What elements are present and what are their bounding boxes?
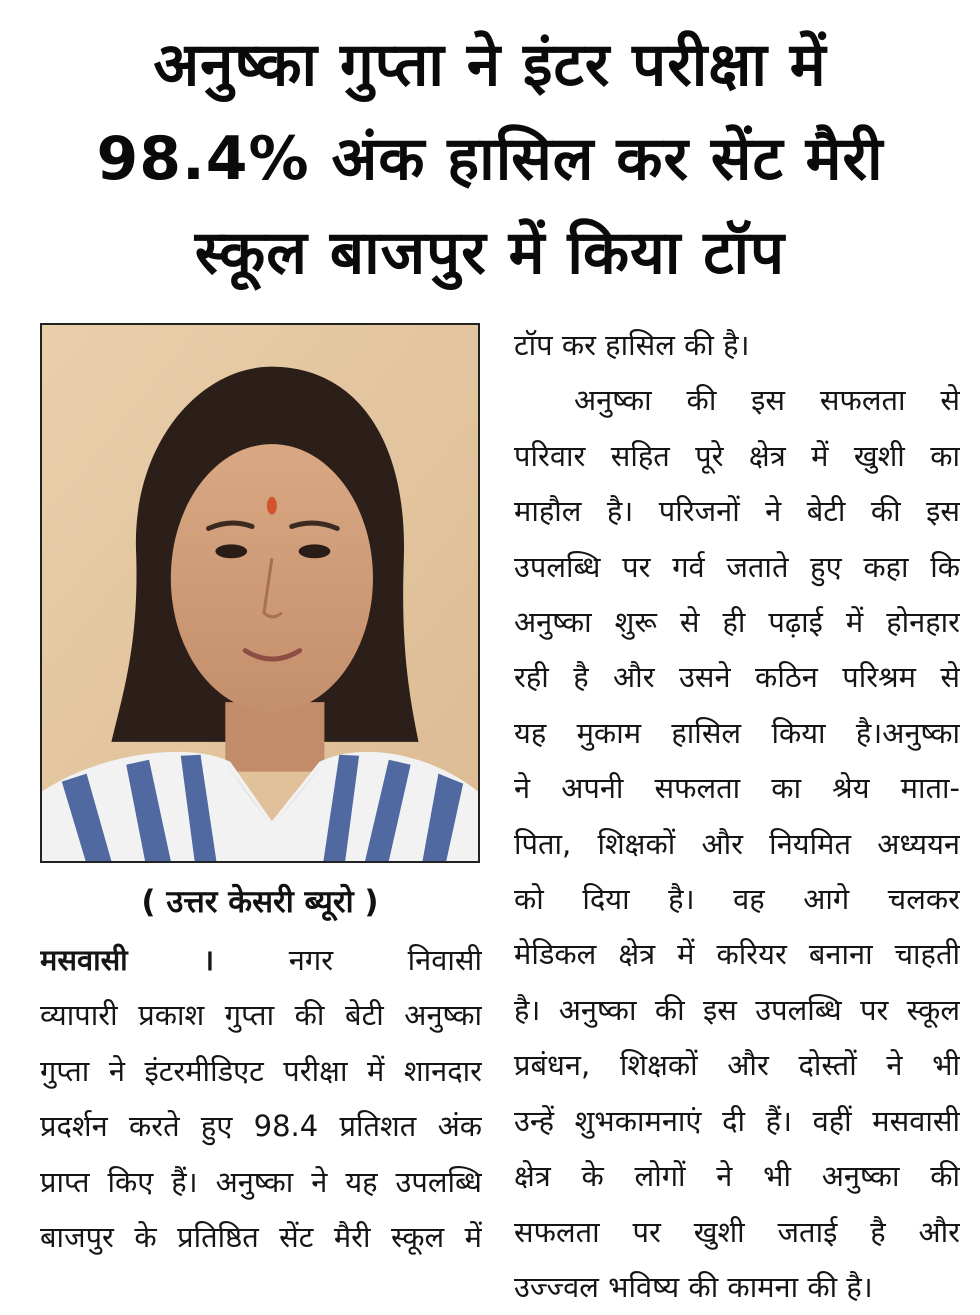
right-line-3: परिवार सहित पूरे क्षेत्र में खुशी का	[514, 438, 960, 473]
dateline: मसवासी ।	[40, 943, 215, 977]
right-line-12: मेडिकल क्षेत्र में करियर बनाना चाहती	[514, 937, 960, 972]
right-line-8: यह मुकाम हासिल किया है।अनुष्का	[514, 715, 960, 750]
headline-line-2: 98.4% अंक हासिल कर सेंट मैरी	[96, 124, 884, 194]
right-line-7: रही है और उसने कठिन परिश्रम से	[514, 660, 960, 695]
right-eye	[299, 544, 331, 558]
left-line-6: बाजपुर के प्रतिष्ठित सेंट मैरी स्कूल में	[40, 1220, 482, 1255]
headline-line-1: अनुष्का गुप्ता ने इंटर परीक्षा में	[153, 30, 827, 100]
left-line-2: व्यापारी प्रकाश गुप्ता की बेटी अनुष्का	[40, 998, 482, 1033]
right-column	[514, 318, 960, 1315]
right-line-16: क्षेत्र के लोगों ने भी अनुष्का की	[514, 1159, 960, 1194]
right-line-4: माहौल है। परिजनों ने बेटी की इस	[514, 494, 960, 529]
left-line-4: प्रदर्शन करते हुए 98.4 प्रतिशत अंक	[40, 1109, 482, 1144]
right-line-6: अनुष्का शुरू से ही पढ़ाई में होनहार	[514, 605, 960, 640]
right-line-14: प्रबंधन, शिक्षकों और दोस्तों ने भी	[514, 1048, 960, 1083]
right-line-17: सफलता पर खुशी जताई है और	[514, 1214, 960, 1249]
left-line-5: प्राप्त किए हैं। अनुष्का ने यह उपलब्धि	[40, 1164, 482, 1199]
right-line-18: उज्ज्वल भविष्य की कामना की है।	[514, 1269, 873, 1304]
bindi	[267, 497, 277, 515]
first-line-rest: नगर निवासी	[288, 943, 482, 977]
headline	[20, 18, 960, 300]
left-column	[40, 933, 482, 1265]
right-line-9: ने अपनी सफलता का श्रेय माता-	[514, 771, 960, 806]
left-line-3: गुप्ता ने इंटरमीडिएट परीक्षा में शानदार	[40, 1053, 482, 1088]
right-line-2: अनुष्का की इस सफलता से	[574, 383, 960, 418]
right-line-1: टॉप कर हासिल की है।	[514, 328, 750, 362]
right-line-13: है। अनुष्का की इस उपलब्धि पर स्कूल	[514, 992, 960, 1027]
neck	[225, 702, 324, 771]
byline: ( उत्तर केसरी ब्यूरो )	[141, 884, 379, 920]
headline-line-3: स्कूल बाजपुर में किया टॉप	[194, 218, 786, 288]
left-paragraph	[40, 933, 482, 1265]
right-line-11: को दिया है। वह आगे चलकर	[514, 882, 960, 917]
right-line-15: उन्हें शुभकामनाएं दी हैं। वहीं मसवासी	[514, 1103, 960, 1138]
left-line-1	[40, 933, 482, 988]
face	[171, 444, 373, 712]
right-paragraph-2	[514, 373, 960, 1315]
right-line-5: उपलब्धि पर गर्व जताते हुए कहा कि	[514, 549, 960, 584]
portrait-illustration	[42, 325, 478, 861]
left-eye	[215, 544, 247, 558]
right-paragraph-1	[514, 318, 960, 373]
portrait-photo	[40, 323, 480, 863]
right-line-10: पिता, शिक्षकों और नियमित अध्ययन	[514, 826, 960, 861]
